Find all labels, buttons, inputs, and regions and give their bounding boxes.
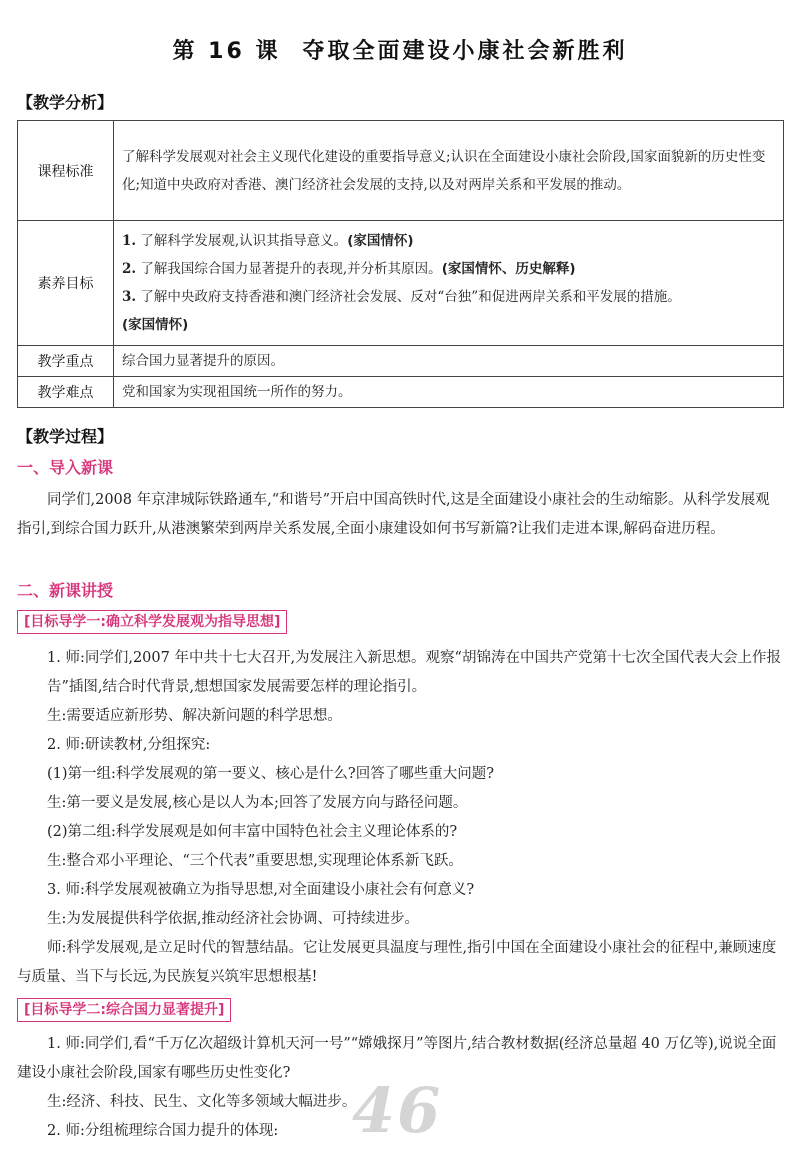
literacy-item: 3. 了解中央政府支持香港和澳门经济社会发展、反对“台独”和促进两岸关系和平发展的措施。 (家国情怀) — [122, 289, 681, 333]
new-lesson-heading: 二、新课讲授 — [17, 581, 114, 600]
list-item: 生:经济、科技、民生、文化等多领域大幅进步。 — [47, 1094, 357, 1110]
list-item: 3. 师:科学发展观被确立为指导思想,对全面建设小康社会有何意义? — [47, 882, 475, 898]
page-title — [0, 34, 800, 65]
literacy-item: 1. 了解科学发展观,认识其指导意义。(家国情怀) — [122, 233, 414, 249]
difficulty-label: 教学难点 — [18, 377, 114, 408]
standard-text: 了解科学发展观对社会主义现代化建设的重要指导意义;认识在全面建设小康社会阶段,国家面貌新的历史性变化;知道中央政府对香港、澳门经济社会发展的支持,以及对两岸关系和平发展的推动。 — [114, 121, 784, 221]
literacy-label: 素养目标 — [18, 221, 114, 346]
list-item: 1. 师:同学们,2007 年中共十七大召开,为发展注入新思想。观察“胡锦涛在中国共产党第十七次全国代表大会上作报告”插图,结合时代背景,想想国家发展需要怎样的理论指引。 — [47, 650, 781, 695]
page-number: 46 — [352, 1074, 443, 1147]
list-item: (2)第二组:科学发展观是如何丰富中国特色社会主义理论体系的? — [47, 824, 458, 840]
list-item: 生:第一要义是发展,核心是以人为本;回答了发展方向与路径问题。 — [47, 795, 468, 811]
focus-label: 教学重点 — [18, 346, 114, 377]
analysis-table — [17, 120, 784, 408]
intro-heading: 一、导入新课 — [17, 458, 114, 477]
lesson-title: 夺取全面建设小康社会新胜利 — [302, 39, 628, 64]
list-item: 2. 师:研读教材,分组探究: — [47, 737, 211, 753]
list-item: 1. 师:同学们,看“千万亿次超级计算机天河一号”“嫦娥探月”等图片,结合教材数据(经济总量超 40 万亿等),说说全面建设小康社会阶段,国家有哪些历史性变化? — [17, 1036, 777, 1081]
table-row — [18, 346, 784, 377]
list-item: 师:科学发展观,是立足时代的智慧结晶。它让发展更具温度与理性,指引中国在全面建设小康社会的征程中,兼顾速度与质量、当下与长远,为民族复兴筑牢思想根基! — [17, 940, 777, 985]
list-item: (1)第一组:科学发展观的第一要义、核心是什么?回答了哪些重大问题? — [47, 766, 494, 782]
difficulty-text: 党和国家为实现祖国统一所作的努力。 — [114, 377, 784, 408]
lesson-number: 第 16 课 — [172, 39, 281, 64]
table-row — [18, 377, 784, 408]
intro-paragraph: 同学们,2008 年京津城际铁路通车,“和谐号”开启中国高铁时代,这是全面建设小康社会的生动缩影。从科学发展观指引,到综合国力跃升,从港澳繁荣到两岸关系发展,全面小康建设如何书写新篇?让我们走进本课,解码奋进历程。 — [17, 492, 770, 537]
process-heading: 【教学过程】 — [17, 427, 114, 446]
list-item: 2. 师:分组梳理综合国力提升的体现: — [47, 1123, 279, 1139]
list-item: 生:需要适应新形势、解决新问题的科学思想。 — [47, 708, 342, 724]
literacy-item: 2. 了解我国综合国力显著提升的表现,并分析其原因。(家国情怀、历史解释) — [122, 261, 576, 277]
table-row — [18, 121, 784, 221]
focus-text: 综合国力显著提升的原因。 — [114, 346, 784, 377]
list-item: 生:为发展提供科学依据,推动经济社会协调、可持续进步。 — [47, 911, 419, 927]
table-row — [18, 221, 784, 346]
list-item: 生:整合邓小平理论、“三个代表”重要思想,实现理论体系新飞跃。 — [47, 853, 463, 869]
standard-label: 课程标准 — [18, 121, 114, 221]
analysis-heading: 【教学分析】 — [17, 93, 114, 112]
goal-two-label: [目标导学二:综合国力显著提升] — [17, 998, 231, 1022]
literacy-list — [114, 221, 784, 346]
goal-one-label: [目标导学一:确立科学发展观为指导思想] — [17, 610, 287, 634]
